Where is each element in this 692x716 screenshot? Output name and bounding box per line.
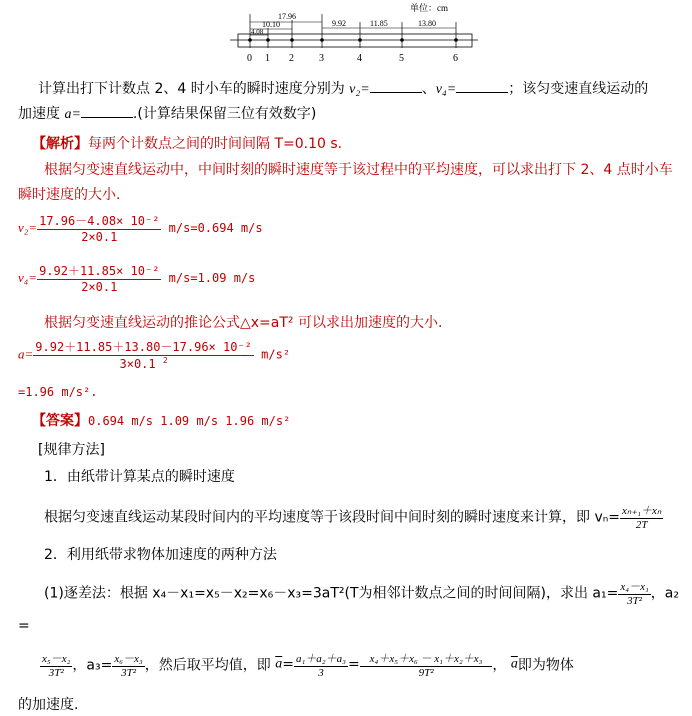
point-4: 4 (357, 53, 362, 64)
a-blank[interactable] (81, 105, 133, 118)
method-p2: (1)逐差法：根据 x₄－x₁=x₅－x₂=x₆－x₃=3aT²(T为相邻计数点之间的时间间隔)，求出 a₁= $\frac{\text{x₄－x₁}}{\text{3T²}}$ ，a₂ (44, 578, 679, 607)
v2-blank[interactable] (370, 80, 422, 93)
point-2: 2 (289, 53, 294, 64)
dim-10-10: 10.10 (262, 20, 280, 29)
a-result: =1.96 m/s². (18, 385, 98, 399)
v4-equation: v₄= $\frac{\text{9.92＋11.85× 10⁻²}}{2\times 0.1}$ m/s=1.09 m/s (18, 264, 256, 294)
method-last: 的加速度. (18, 697, 79, 713)
point-5: 5 (399, 53, 404, 64)
method-h1: 1．由纸带计算某点的瞬时速度 (44, 469, 235, 485)
paper-tape-figure (230, 0, 480, 68)
dim-9-92: 9.92 (332, 19, 346, 28)
method-heading: [规律方法] (38, 442, 105, 458)
v2-equation: v₂= $\frac{\text{17.96－4.08× 10⁻²}}{2\times 0.1}$ m/s=0.694 m/s (18, 214, 263, 244)
unit-label: 单位：cm (410, 3, 448, 13)
answer-line: 【答案】0.694 m/s 1.09 m/s 1.96 m/s² (32, 413, 291, 429)
method-h2: 2．利用纸带求物体加速度的两种方法 (44, 547, 277, 563)
point-0: 0 (247, 53, 252, 64)
dim-11-85: 11.85 (370, 19, 388, 28)
method-p3: $\frac{\text{x₅－x₂}}{\text{3T²}}$ ，a₃= $\frac{\text{x₆－x₃}}{\text{3T²}}$ ，然后取平均值，即 $\overline{a}=$ $\frac{\text{a₁＋a₂＋a₃}}{3}$ = $\frac{\text{x₄＋x₅＋x₆ － x₁＋x₂＋x₃}}{\text{9T²}}$ ， $\overline{a}$即为物体 (40, 650, 574, 679)
point-3: 3 (319, 53, 324, 64)
question-line-2: 加速度 a= .(计算结果保留三位有效数字) (18, 106, 317, 122)
dim-4-08: 4.08 (251, 28, 264, 36)
tape-body (238, 34, 472, 47)
point-6: 6 (453, 53, 458, 64)
question-line-1: 计算出打下计数点 2、4 时小车的瞬时速度分别为 v₂= 、v₄= ；该匀变速直线运动的 (38, 81, 649, 97)
analysis-line-1: 【解析】每两个计数点之间的时间间隔 T=0.10 s. (32, 136, 343, 152)
a-equation: a= $\frac{\text{9.92＋11.85＋13.80－17.96× 10⁻²}}{3\times 0.1 ^2}$ m/s² (18, 340, 291, 371)
v4-blank[interactable] (456, 80, 508, 93)
analysis-line-4: 根据匀变速直线运动的推论公式△x=aT² 可以求出加速度的大小. (44, 315, 443, 331)
method-eq-sign: = (18, 618, 30, 634)
point-1: 1 (265, 53, 270, 64)
dim-13-80: 13.80 (418, 19, 436, 28)
analysis-line-3: 瞬时速度的大小. (18, 187, 121, 203)
analysis-line-2: 根据匀变速直线运动中，中间时刻的瞬时速度等于该过程中的平均速度，可以求出打下 2、4 点时小车 (44, 162, 673, 178)
method-p1: 根据匀变速直线运动某段时间内的平均速度等于该段时间中间时刻的瞬时速度来计算，即 vₙ= $\frac{\text{xₙ₊₁＋xₙ}}{2T}$ (44, 502, 663, 531)
dim-17-96: 17.96 (278, 12, 296, 21)
